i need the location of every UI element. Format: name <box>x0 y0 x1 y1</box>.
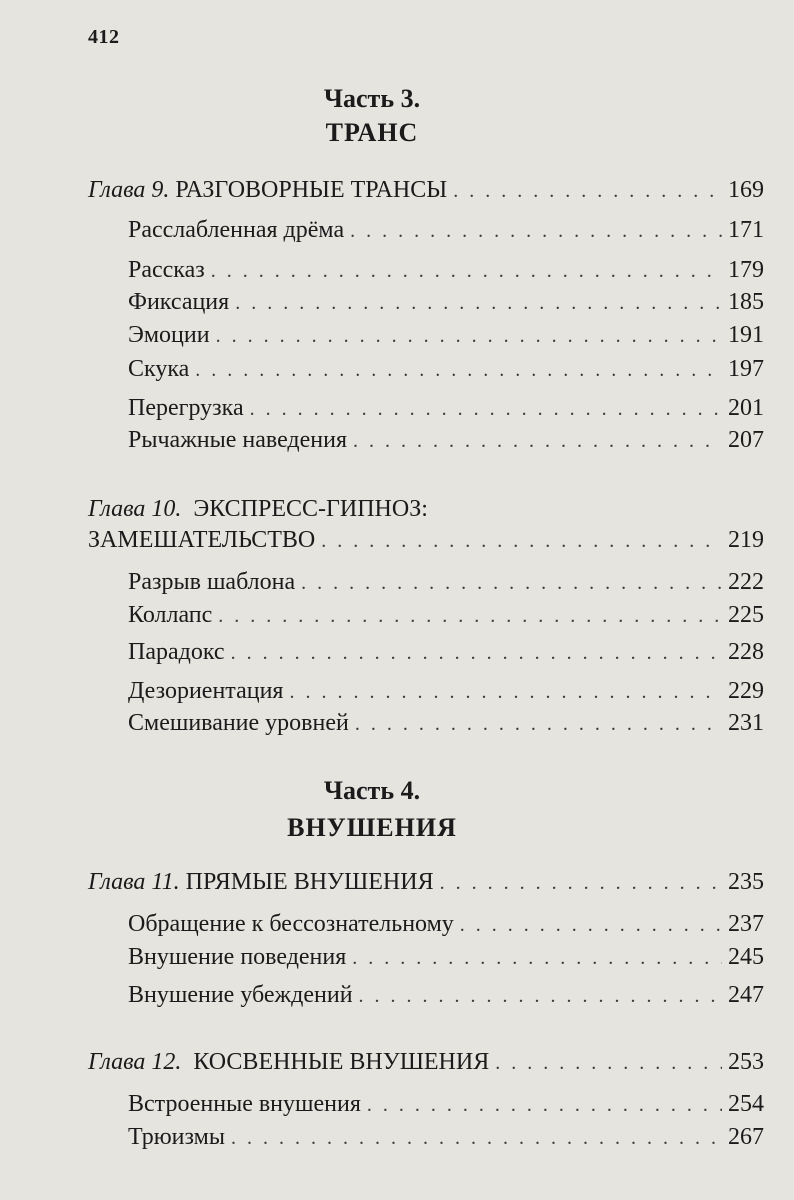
part4-title: Часть 4. <box>323 776 421 805</box>
toc-section[interactable] <box>128 942 764 973</box>
section-page: 228 <box>728 639 764 665</box>
chapter-title: РАЗГОВОРНЫЕ ТРАНСЫ <box>175 177 448 203</box>
leader-dots <box>352 943 722 973</box>
chapter-page: 169 <box>728 177 764 203</box>
section-title: Смешивание уровней <box>128 710 349 736</box>
section-title: Эмоции <box>128 322 210 348</box>
toc-chapter-10-line1[interactable] <box>88 494 428 524</box>
leader-dots <box>289 677 722 707</box>
page-number: 412 <box>88 26 120 48</box>
leader-dots <box>321 526 722 556</box>
section-page: 185 <box>728 289 764 315</box>
leader-dots <box>460 910 722 940</box>
leader-dots <box>350 216 722 246</box>
section-page: 179 <box>728 257 764 283</box>
leader-dots <box>495 1048 722 1078</box>
leader-dots <box>195 355 722 385</box>
chapter-label: Глава 11. <box>88 869 180 895</box>
toc-section[interactable] <box>128 909 764 940</box>
leader-dots <box>355 709 722 739</box>
chapter-label: Глава 10. <box>88 496 182 522</box>
leader-dots <box>250 394 722 424</box>
chapter-page: 235 <box>728 869 764 895</box>
toc-section[interactable] <box>128 637 764 668</box>
section-title: Рычажные наведения <box>128 427 348 453</box>
toc-section[interactable] <box>128 1122 764 1153</box>
toc-section[interactable] <box>128 1089 764 1120</box>
leader-dots <box>231 1123 722 1153</box>
section-page: 245 <box>728 944 764 970</box>
chapter-page: 219 <box>728 527 764 553</box>
section-title: Скука <box>128 356 190 382</box>
leader-dots <box>301 568 722 598</box>
chapter-title-line1: ЭКСПРЕСС-ГИПНОЗ: <box>193 496 428 522</box>
section-page: 225 <box>728 602 764 628</box>
section-title: Расслабленная дрёма <box>128 217 345 243</box>
section-title: Рассказ <box>128 257 205 283</box>
toc-chapter-11[interactable] <box>88 867 764 898</box>
section-page: 267 <box>728 1124 764 1150</box>
leader-dots <box>235 288 722 318</box>
section-page: 171 <box>728 217 764 243</box>
toc-section[interactable] <box>128 980 764 1011</box>
section-title: Перегрузка <box>128 395 244 421</box>
leader-dots <box>211 256 722 286</box>
leader-dots <box>216 321 722 351</box>
chapter-title: КОСВЕННЫЕ ВНУШЕНИЯ <box>193 1049 490 1075</box>
section-page: 201 <box>728 395 764 421</box>
part3-title: Часть 3. <box>323 84 421 113</box>
leader-dots <box>440 868 722 898</box>
toc-chapter-12[interactable] <box>88 1047 764 1078</box>
toc-section[interactable] <box>128 215 764 246</box>
section-title: Трюизмы <box>128 1124 225 1150</box>
section-page: 247 <box>728 982 764 1008</box>
section-page: 237 <box>728 911 764 937</box>
leader-dots <box>453 176 722 206</box>
leader-dots <box>231 638 722 668</box>
section-title: Встроенные внушения <box>128 1091 361 1117</box>
toc-section[interactable] <box>128 676 764 707</box>
chapter-title-line2: ЗАМЕШАТЕЛЬСТВО <box>88 527 316 553</box>
section-title: Парадокс <box>128 639 225 665</box>
section-title: Коллапс <box>128 602 213 628</box>
leader-dots <box>367 1090 722 1120</box>
toc-chapter-10[interactable] <box>88 525 764 556</box>
section-page: 197 <box>728 356 764 382</box>
leader-dots <box>353 426 722 456</box>
leader-dots <box>359 981 722 1011</box>
toc-section[interactable] <box>128 354 764 385</box>
part4-subtitle: ВНУШЕНИЯ <box>287 813 457 842</box>
toc-section[interactable] <box>128 425 764 456</box>
chapter-page: 253 <box>728 1049 764 1075</box>
section-title: Фиксация <box>128 289 230 315</box>
section-page: 191 <box>728 322 764 348</box>
section-page: 207 <box>728 427 764 453</box>
section-title: Внушение поведения <box>128 944 347 970</box>
section-page: 231 <box>728 710 764 736</box>
section-page: 222 <box>728 569 764 595</box>
section-title: Дезориентация <box>128 678 284 704</box>
chapter-title: ПРЯМЫЕ ВНУШЕНИЯ <box>185 869 434 895</box>
toc-section[interactable] <box>128 287 764 318</box>
toc-section[interactable] <box>128 320 764 351</box>
section-page: 254 <box>728 1091 764 1117</box>
toc-section[interactable] <box>128 600 764 631</box>
section-title: Разрыв шаблона <box>128 569 296 595</box>
section-page: 229 <box>728 678 764 704</box>
section-title: Внушение убеждений <box>128 982 353 1008</box>
part3-subtitle: ТРАНС <box>325 118 419 147</box>
toc-section[interactable] <box>128 567 764 598</box>
toc-section[interactable] <box>128 393 764 424</box>
toc-section[interactable] <box>128 708 764 739</box>
leader-dots <box>218 601 722 631</box>
chapter-label: Глава 12. <box>88 1049 182 1075</box>
toc-section[interactable] <box>128 255 764 286</box>
chapter-label: Глава 9. <box>88 177 170 203</box>
section-title: Обращение к бессознательному <box>128 911 454 937</box>
toc-chapter-9[interactable] <box>88 175 764 206</box>
